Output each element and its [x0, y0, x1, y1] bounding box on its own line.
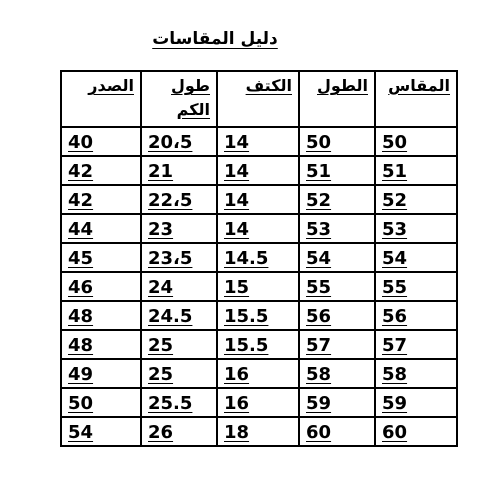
cell-shoulder: 18: [217, 417, 299, 446]
table-row: [61, 359, 457, 388]
cell-sleeve-length: 23،5: [141, 243, 217, 272]
cell-chest: 50: [61, 388, 141, 417]
page-title: دليل المقاسات: [152, 29, 278, 49]
cell-chest: 45: [61, 243, 141, 272]
cell-chest: 42: [61, 185, 141, 214]
cell-length: 53: [299, 214, 375, 243]
cell-length: 50: [299, 127, 375, 156]
cell-size: 56: [375, 301, 457, 330]
table-row: [61, 127, 457, 156]
cell-size: 50: [375, 127, 457, 156]
table-row: [61, 156, 457, 185]
table-row: [61, 214, 457, 243]
table-header-row: [61, 71, 457, 127]
cell-length: 55: [299, 272, 375, 301]
cell-length: 52: [299, 185, 375, 214]
table-row: [61, 301, 457, 330]
cell-chest: 46: [61, 272, 141, 301]
table-row: [61, 272, 457, 301]
table-row: [61, 330, 457, 359]
size-chart-table: [60, 70, 458, 447]
header-shoulder: الكتف: [217, 71, 299, 127]
cell-size: 58: [375, 359, 457, 388]
cell-sleeve-length: 25.5: [141, 388, 217, 417]
cell-shoulder: 14: [217, 127, 299, 156]
cell-sleeve-length: 20،5: [141, 127, 217, 156]
cell-chest: 44: [61, 214, 141, 243]
cell-length: 58: [299, 359, 375, 388]
header-chest: الصدر: [61, 71, 141, 127]
cell-size: 51: [375, 156, 457, 185]
cell-sleeve-length: 23: [141, 214, 217, 243]
cell-shoulder: 14.5: [217, 243, 299, 272]
cell-chest: 54: [61, 417, 141, 446]
cell-chest: 40: [61, 127, 141, 156]
header-length: الطول: [299, 71, 375, 127]
cell-shoulder: 15: [217, 272, 299, 301]
cell-size: 55: [375, 272, 457, 301]
cell-size: 60: [375, 417, 457, 446]
cell-shoulder: 14: [217, 156, 299, 185]
cell-shoulder: 16: [217, 359, 299, 388]
cell-sleeve-length: 22،5: [141, 185, 217, 214]
cell-size: 52: [375, 185, 457, 214]
cell-chest: 49: [61, 359, 141, 388]
cell-length: 57: [299, 330, 375, 359]
cell-shoulder: 15.5: [217, 330, 299, 359]
cell-length: 51: [299, 156, 375, 185]
cell-shoulder: 14: [217, 185, 299, 214]
cell-chest: 48: [61, 301, 141, 330]
cell-size: 53: [375, 214, 457, 243]
cell-sleeve-length: 25: [141, 359, 217, 388]
cell-size: 54: [375, 243, 457, 272]
table-row: [61, 417, 457, 446]
cell-length: 54: [299, 243, 375, 272]
cell-length: 59: [299, 388, 375, 417]
cell-shoulder: 14: [217, 214, 299, 243]
cell-size: 57: [375, 330, 457, 359]
cell-sleeve-length: 25: [141, 330, 217, 359]
cell-sleeve-length: 24.5: [141, 301, 217, 330]
header-sleeve-length: طول الكم: [141, 71, 217, 127]
table-row: [61, 185, 457, 214]
header-size: المقاس: [375, 71, 457, 127]
table-row: [61, 388, 457, 417]
cell-size: 59: [375, 388, 457, 417]
cell-length: 56: [299, 301, 375, 330]
cell-sleeve-length: 26: [141, 417, 217, 446]
cell-shoulder: 16: [217, 388, 299, 417]
table-row: [61, 243, 457, 272]
cell-length: 60: [299, 417, 375, 446]
cell-chest: 48: [61, 330, 141, 359]
cell-shoulder: 15.5: [217, 301, 299, 330]
cell-sleeve-length: 24: [141, 272, 217, 301]
cell-chest: 42: [61, 156, 141, 185]
cell-sleeve-length: 21: [141, 156, 217, 185]
